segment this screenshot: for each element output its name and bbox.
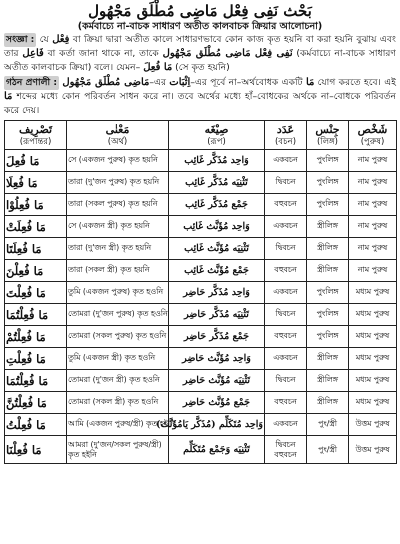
cell-gender: পুং/স্ত্রী (307, 436, 349, 464)
method-paragraph (4, 76, 396, 119)
cell-number: দ্বিবচন বহুবচন (265, 436, 307, 464)
definition-arabic-3: نَفِى فِعْل مَاضِى مُطْلَق مَجْهُول (162, 48, 293, 60)
cell-sigha: جَمْع مُؤَنَّث حَاضِر (169, 392, 265, 414)
header-gender-bangla: (লিঙ্গ) (316, 136, 339, 147)
cell-meaning: তারা (দু'জন পুরুষ) কৃত হয়নি (67, 172, 169, 194)
cell-number: দ্বিবচন (265, 370, 307, 392)
cell-form: مَا فُعِلْتُ (5, 414, 67, 436)
cell-form: مَا فُعِلْتِ (5, 348, 67, 370)
header-gender-arabic: جِنْس (315, 122, 340, 136)
cell-number: দ্বিবচন (265, 238, 307, 260)
header-sigha (169, 121, 265, 150)
cell-person: মধ্যম পুরুষ (349, 392, 397, 414)
cell-sigha: تَثْنِيَه وَجَمْع مُتَكَلِّم (169, 436, 265, 464)
table-header-row (5, 121, 397, 150)
cell-sigha: جَمْع مُذَكَّر غَائِب (169, 194, 265, 216)
cell-gender: স্ত্রীলিঙ্গ (307, 216, 349, 238)
header-meaning-arabic: مَعْنٰى (105, 122, 130, 136)
cell-form: مَا فُعِلَتَا (5, 238, 67, 260)
cell-meaning: তোমরা (দু'জন পুরুষ) কৃত হওনি (67, 304, 169, 326)
cell-number: একবচন (265, 150, 307, 172)
cell-form: مَا فُعِلَا (5, 172, 67, 194)
header-meaning-bangla: (অর্থ) (107, 136, 128, 147)
cell-sigha: وَاحِد مُؤَنَّث غَائِب (169, 216, 265, 238)
cell-form: مَا فُعِلَ (5, 150, 67, 172)
cell-gender: পুং/স্ত্রী (307, 414, 349, 436)
cell-gender: স্ত্রীলিঙ্গ (307, 392, 349, 414)
cell-person: মধ্যম পুরুষ (349, 304, 397, 326)
definition-text-4: (কর্মবাচ্যে না-বাচক সাধারণ অতীত কালবাচক ক্রিয়া) বলে। যেমন– (4, 48, 396, 74)
cell-form: مَا فُعِلْتُمَا (5, 370, 67, 392)
cell-sigha: وَاحِد مُؤَنَّث حَاضِر (169, 348, 265, 370)
definition-arabic-1: فِعْل (52, 34, 70, 45)
method-label: গঠন প্রণালী : (4, 76, 59, 90)
cell-number: বহুবচন (265, 194, 307, 216)
cell-gender: স্ত্রীলিঙ্গ (307, 370, 349, 392)
header-person-arabic: شَخْص (357, 122, 388, 136)
cell-number: দ্বিবচন (265, 304, 307, 326)
cell-number: বহুবচন (265, 260, 307, 282)
cell-gender: পুংলিঙ্গ (307, 172, 349, 194)
table-row (5, 392, 397, 414)
cell-number: বহুবচন (265, 326, 307, 348)
method-text-2: –এর পূর্বে না–অর্থবোধক একটি (190, 76, 306, 88)
definition-text-5: (সে কৃত হয়নি) (172, 62, 230, 74)
cell-gender: স্ত্রীলিঙ্গ (307, 348, 349, 370)
cell-person: মধ্যম পুরুষ (349, 326, 397, 348)
table-row (5, 326, 397, 348)
header-person-bangla: (পুরুষ) (360, 136, 385, 147)
table-row (5, 304, 397, 326)
header-form-arabic: تَصْرِيف (18, 122, 53, 136)
definition-text-2: বা ক্রিয়া দ্বারা অতীত কালে সাধারণভাবে কোন কাজ কৃত হয়নি বা করা হয়নি বুঝায় এবং তার (4, 34, 396, 60)
cell-gender: পুংলিঙ্গ (307, 194, 349, 216)
cell-sigha: جَمْع مُذَكَّر حَاضِر (169, 326, 265, 348)
cell-person: মধ্যম পুরুষ (349, 282, 397, 304)
cell-person: মধ্যম পুরুষ (349, 348, 397, 370)
cell-gender: পুংলিঙ্গ (307, 326, 349, 348)
cell-form: مَا فُعِلْتَ (5, 282, 67, 304)
conjugation-table (4, 120, 397, 464)
cell-meaning: তুমি (একজন স্ত্রী) কৃত হওনি (67, 348, 169, 370)
method-text-3: যোগ করতে হবে। এই (314, 76, 396, 88)
cell-person: মধ্যম পুরুষ (349, 370, 397, 392)
cell-meaning: তারা (সকল পুরুষ) কৃত হয়নি (67, 194, 169, 216)
cell-sigha: تَثْنِيَه مُؤَنَّث حَاضِر (169, 370, 265, 392)
header-number-bangla: (বচন) (274, 136, 297, 147)
page-title: بَحْث نَفِى فِعْل مَاضِى مُطْلَق مَجْهُول (88, 2, 312, 20)
cell-sigha: جَمْع مُؤَنَّث غَائِب (169, 260, 265, 282)
definition-arabic-2: فَاعِل (22, 48, 44, 60)
cell-person: উত্তম পুরুষ (349, 414, 397, 436)
header-person (349, 121, 397, 150)
cell-number: একবচন (265, 348, 307, 370)
document-page (4, 0, 396, 464)
definition-text-1: যে (39, 34, 53, 45)
cell-form: مَا فُعِلْتُمَا (5, 304, 67, 326)
method-arabic-2: اِثْبَات (169, 76, 191, 88)
definition-arabic-4: مَا فُعِلَ (143, 62, 173, 74)
cell-form: مَا فُعِلَتْ (5, 216, 67, 238)
cell-meaning: তোমরা (দু'জন স্ত্রী) কৃত হওনি (67, 370, 169, 392)
cell-sigha: وَاحِد مُذَكَّر حَاضِر (169, 282, 265, 304)
cell-number: একবচন (265, 414, 307, 436)
cell-form: مَا فُعِلْتُمْ (5, 326, 67, 348)
cell-meaning: তুমি (একজন পুরুষ) কৃত হওনি (67, 282, 169, 304)
table-row (5, 414, 397, 436)
cell-sigha: تَثْنِيَه مُذَكَّر غَائِب (169, 172, 265, 194)
header-gender (307, 121, 349, 150)
cell-gender: স্ত্রীলিঙ্গ (307, 260, 349, 282)
cell-meaning: তোমরা (সকল স্ত্রী) কৃত হওনি (67, 392, 169, 414)
table-row (5, 282, 397, 304)
cell-meaning: সে (একজন স্ত্রী) কৃত হয়নি (67, 216, 169, 238)
cell-meaning: আমি (একজন পুরুষ/স্ত্রী) কৃত হইনি (67, 414, 169, 436)
table-row (5, 238, 397, 260)
header-meaning (67, 121, 169, 150)
cell-number: একবচন (265, 216, 307, 238)
cell-meaning: আমরা (দু'জন/সকল পুরুষ/স্ত্রী) কৃত হইনি (67, 436, 169, 464)
cell-gender: স্ত্রীলিঙ্গ (307, 238, 349, 260)
cell-gender: পুংলিঙ্গ (307, 150, 349, 172)
cell-gender: পুংলিঙ্গ (307, 304, 349, 326)
page-subtitle: (কর্মবাচ্যে না-বাচক সাধারণ অতীত কালবাচক ক্রিয়ার আলোচনা) (77, 21, 323, 32)
cell-person: নাম পুরুষ (349, 216, 397, 238)
table-row (5, 172, 397, 194)
cell-person: নাম পুরুষ (349, 172, 397, 194)
cell-person: নাম পুরুষ (349, 150, 397, 172)
method-text-4: শব্দের মধ্যে কোন পরিবর্তন সাধন করে না। তবে অর্থের মধ্যে হাঁ–বোধকের অর্থকে না–বোধকে পরিবর্তন করে দেয়। (4, 90, 396, 117)
header-number-arabic: عَدَد (276, 122, 295, 136)
cell-gender: পুংলিঙ্গ (307, 282, 349, 304)
cell-meaning: তারা (সকল স্ত্রী) কৃত হয়নি (67, 260, 169, 282)
cell-person: নাম পুরুষ (349, 194, 397, 216)
header-form (5, 121, 67, 150)
cell-form: مَا فُعِلْنَ (5, 260, 67, 282)
definition-label: সংজ্ঞা : (4, 33, 36, 47)
cell-person: নাম পুরুষ (349, 260, 397, 282)
header-sigha-arabic: صِيْغَه (204, 122, 229, 136)
method-arabic-4: مَا (4, 90, 13, 102)
header-number (265, 121, 307, 150)
table-row (5, 260, 397, 282)
cell-form: مَا فُعِلْنَا (5, 436, 67, 464)
method-text-1: –এর (149, 76, 170, 88)
cell-sigha: تَثْنِيَه مُؤَنَّث غَائِب (169, 238, 265, 260)
cell-person: উত্তম পুরুষ (349, 436, 397, 464)
cell-sigha: وَاحِد مُتَكَلِّم (مُذَكَّر يَامُؤَنَّث) (169, 414, 265, 436)
definition-paragraph (4, 33, 396, 76)
cell-meaning: তারা (দু'জন স্ত্রী) কৃত হয়নি (67, 238, 169, 260)
method-arabic-1: مَاضِى مُطْلَق مَجْهُول (62, 76, 150, 88)
cell-meaning: তোমরা (সকল পুরুষ) কৃত হওনি (67, 326, 169, 348)
method-arabic-3: مَا (305, 76, 315, 88)
cell-meaning: সে (একজন পুরুষ) কৃত হয়নি (67, 150, 169, 172)
table-row (5, 370, 397, 392)
cell-number: একবচন (265, 282, 307, 304)
table-body (5, 150, 397, 464)
header-sigha-bangla: (রূপ) (207, 136, 226, 147)
table-row (5, 194, 397, 216)
cell-sigha: تَثْنِيَه مُذَكَّر حَاضِر (169, 304, 265, 326)
header-form-bangla: (রূপান্তর) (19, 136, 52, 147)
cell-form: مَا فُعِلْتُنَّ (5, 392, 67, 414)
cell-sigha: وَاحِد مُذَكَّر غَائِب (169, 150, 265, 172)
table-row (5, 150, 397, 172)
cell-number: বহুবচন (265, 392, 307, 414)
table-row (5, 348, 397, 370)
cell-form: مَا فُعِلُوْا (5, 194, 67, 216)
cell-number: দ্বিবচন (265, 172, 307, 194)
table-row (5, 216, 397, 238)
table-row (5, 436, 397, 464)
cell-person: নাম পুরুষ (349, 238, 397, 260)
definition-text-3: বা কর্তা জানা থাকে না, তাকে (43, 48, 163, 60)
